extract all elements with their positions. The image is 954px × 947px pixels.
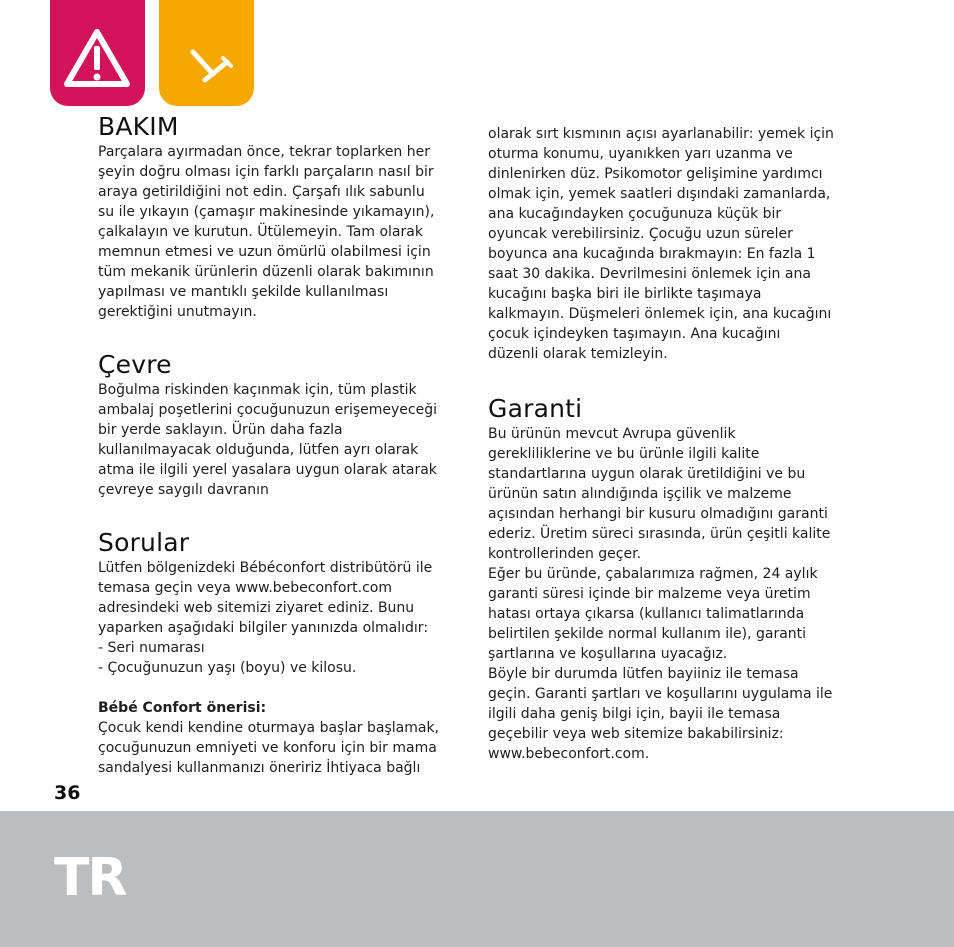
section-title-oneri: Bébé Confort önerisi: bbox=[98, 700, 267, 716]
section-sorular bbox=[98, 528, 458, 678]
tools-icon bbox=[159, 0, 254, 106]
footer-band bbox=[0, 811, 954, 947]
section-body-bakim: Parçalara ayırmadan önce, tekrar toplarken her şeyin doğru olması için farklı parçaların nasıl bir araya getirildiğini not edin. Çarşafı ılık sabunlu su ile yıkayın (çamaşır makinesinde yıkamayın), çalkalayın ve kurutun. Ütülemeyin. Tam olarak memnun etmesi ve uzun ömürlü olabilmesi için tüm mekanik ürünlerin düzenli olarak bakımının yapılması ve mantıklı şekilde kullanılması gerektiğini unutmayın. bbox=[98, 144, 435, 320]
section-title-bakim: BAKIM bbox=[98, 112, 179, 141]
section-bakim bbox=[98, 112, 458, 322]
section-oneri bbox=[98, 698, 458, 778]
right-column bbox=[488, 124, 850, 764]
section-cevre bbox=[98, 350, 458, 500]
section-body-garanti: Bu ürünün mevcut Avrupa güvenlik gerekliliklerine ve bu ürünle ilgili kalite standartlarına uygun olarak üretildiğini ve bu ürünün satın alındığında işçilik ve malzeme açısından herhangi bir kusuru olmadığını garanti ederiz. Üretim süreci sırasında, ürün çeşitli kalite kontrollerinden geçer. Eğer bu üründe, çabalarımıza rağmen, 24 aylık garanti süresi içinde bir malzeme veya üretim hatası ortaya çıkarsa (kullanıcı talimatlarında belirtilen şekilde normal kullanım ile), garanti şartlarına ve koşullarına uyacağız. Böyle bir durumda lütfen bayiiniz ile temasa geçin. Garanti şartları ve koşullarını uygulama ile ilgili daha geniş bilgi için, bayii ile temasa geçebilir veya web sitemize bakabilirsiniz: www.bebeconfort.com. bbox=[488, 426, 833, 762]
section-title-cevre: Çevre bbox=[98, 350, 172, 379]
left-column bbox=[98, 112, 458, 778]
page-number: 36 bbox=[54, 782, 81, 804]
tools-tab bbox=[159, 0, 254, 106]
section-title-sorular: Sorular bbox=[98, 528, 190, 557]
section-body-sorular: Lütfen bölgenizdeki Bébéconfort distribütörü ile temasa geçin veya www.bebeconfort.com adresindeki web sitemizi ziyaret ediniz. Bunu yaparken aşağıdaki bilgiler yanınızda olmalıdır: - Seri numarası - Çocuğunuzun yaşı (boyu) ve kilosu. bbox=[98, 560, 433, 676]
section-body-oneri: Çocuk kendi kendine oturmaya başlar başlamak, çocuğunuzun emniyeti ve konforu için bir mama sandalyesi kullanmanızı öneririz İhtiyaca bağlı bbox=[98, 720, 440, 776]
section-garanti bbox=[488, 394, 850, 764]
warning-tab bbox=[50, 0, 145, 106]
oneri-continuation: olarak sırt kısmının açısı ayarlanabilir: yemek için oturma konumu, uyanıkken yarı uzanma ve dinlenirken düz. Psikomotor gelişimine yardımcı olmak için, yemek saatleri dışındaki zamanlarda, ana kucağındayken çocuğunuza küçük bir oyuncak verebilirsiniz. Çocuğu uzun süreler boyunca ana kucağında bırakmayın: En fazla 1 saat 30 dakika. Devrilmesini önlemek için ana kucağını başka biri ile birlikte taşımaya kalkmayın. Düşmeleri önlemek için, ana kucağını çocuk içindeyken taşımayın. Ana kucağını düzenli olarak temizleyin. bbox=[488, 126, 834, 362]
section-title-garanti: Garanti bbox=[488, 394, 583, 423]
warning-triangle-icon bbox=[50, 0, 145, 106]
section-body-cevre: Boğulma riskinden kaçınmak için, tüm plastik ambalaj poşetlerini çocuğunuzun erişemeyeceği bir yerde saklayın. Ürün daha fazla kullanılmayacak olduğunda, lütfen ayrı olarak atma ile ilgili yerel yasalara uygun olarak atarak çevreye saygılı davranın bbox=[98, 382, 437, 498]
language-code: TR bbox=[54, 848, 126, 908]
